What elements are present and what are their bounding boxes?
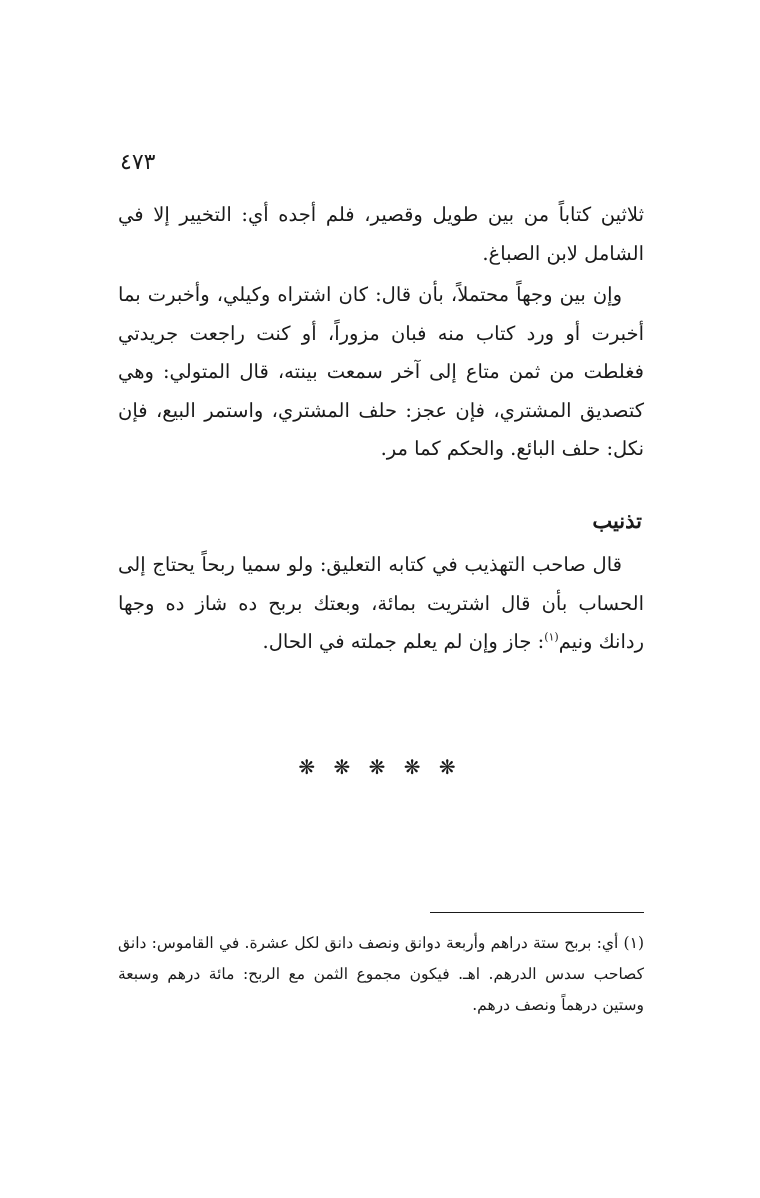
page-number: ٤٧٣	[120, 150, 156, 175]
section-separator: ❋ ❋ ❋ ❋ ❋	[298, 755, 462, 779]
section-text-start: قال صاحب التهذيب في كتابه التعليق: ولو سميا ربحاً يحتاج إلى الحساب بأن قال اشتريت بمائة، وبعتك بربح ده شاز ده وجها ردانك ونيم	[118, 553, 644, 653]
body-paragraph: ثلاثين كتاباً من بين طويل وقصير، فلم أجده أي: التخيير إلا في الشامل لابن الصباغ.	[118, 203, 644, 265]
section-text-end: : جاز وإن لم يعلم جملته في الحال.	[262, 630, 545, 653]
footnote-rule	[430, 912, 644, 913]
footnote-reference: (١)	[544, 630, 559, 644]
section-heading: تذنيب	[592, 508, 642, 533]
body-paragraph: وإن بين وجهاً محتملاً، بأن قال: كان اشتراه وكيلي، وأخبرت بما أخبرت أو ورد كتاب منه فبان مزوراً، أو كنت راجعت جريدتي فغلطت من ثمن متاع إلى آخر سمعت بينته، قال المتولي: وهي كتصديق المشتري، فإن عجز: حلف المشتري، واستمر البيع، فإن نكل: حلف البائع. والحكم كما مر.	[118, 283, 644, 460]
footnote: (١) أي: بربح ستة دراهم وأربعة دوانق ونصف دانق لكل عشرة. في القاموس: دانق كصاحب سدس الدرهم. اهـ. فيكون مجموع الثمن مع الربح: مائة درهم وسبعة وستين درهماً ونصف درهم.	[118, 934, 644, 1014]
section-paragraph	[118, 546, 644, 662]
